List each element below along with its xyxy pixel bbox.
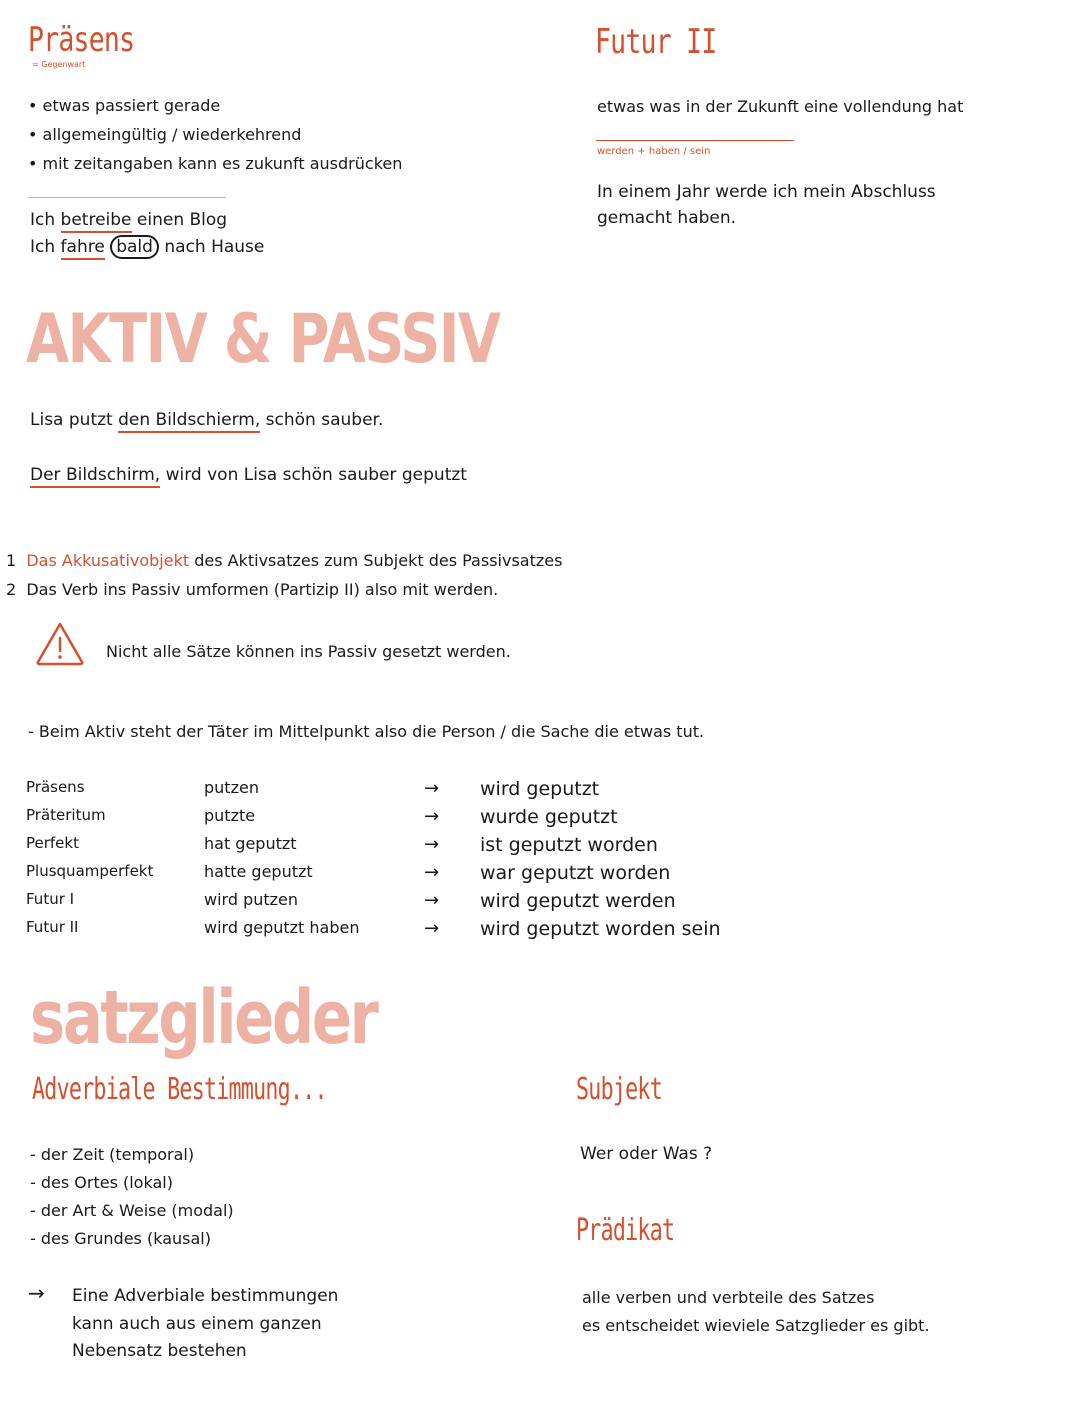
praesens-example-2 bbox=[30, 237, 264, 257]
aktiv-passiv-title: AKTIV & PASSIV bbox=[26, 300, 500, 379]
praesens-bullet-1: • etwas passiert gerade bbox=[28, 96, 221, 115]
tense-active-form: hatte geputzt bbox=[204, 862, 313, 881]
praedikat-line-2: es entscheidet wieviele Satzglieder es gibt. bbox=[582, 1316, 930, 1335]
warning-text: Nicht alle Sätze können ins Passiv gesetzt werden. bbox=[106, 642, 511, 661]
adverbiale-item-3: - der Art & Weise (modal) bbox=[30, 1201, 234, 1220]
tense-arrow-icon: → bbox=[424, 806, 440, 827]
praesens-title: Präsens bbox=[28, 20, 135, 60]
step-1 bbox=[6, 551, 562, 570]
aktiv-sentence-pre: Lisa putzt bbox=[30, 410, 119, 430]
tense-arrow-icon: → bbox=[424, 834, 440, 855]
futur2-description: etwas was in der Zukunft eine vollendung hat bbox=[597, 97, 964, 116]
passiv-sentence-post: wird von Lisa schön sauber geputzt bbox=[160, 465, 467, 485]
tense-passive-form: wird geputzt worden sein bbox=[480, 918, 721, 940]
step-2 bbox=[6, 580, 498, 599]
praedikat-title: Prädikat bbox=[576, 1213, 675, 1248]
adverbiale-note-line-2: kann auch aus einem ganzen bbox=[72, 1314, 322, 1334]
praesens-divider bbox=[28, 197, 226, 198]
futur2-example-line-1: In einem Jahr werde ich mein Abschluss bbox=[597, 182, 936, 202]
tense-arrow-icon: → bbox=[424, 890, 440, 911]
passiv-sentence-subject: Der Bildschirm, bbox=[30, 465, 160, 488]
step-1-number: 1 bbox=[6, 551, 17, 570]
example-1-pre: Ich bbox=[30, 210, 61, 230]
adverbiale-title: Adverbiale Bestimmung... bbox=[32, 1072, 327, 1107]
tense-label: Futur II bbox=[26, 918, 79, 936]
praesens-example-1 bbox=[30, 210, 227, 230]
tense-passive-form: war geputzt worden bbox=[480, 862, 671, 884]
tense-arrow-icon: → bbox=[424, 918, 440, 939]
subjekt-text: Wer oder Was ? bbox=[580, 1144, 713, 1164]
adverbiale-note-arrow-icon: → bbox=[28, 1281, 45, 1305]
warning-icon bbox=[34, 620, 86, 668]
tense-active-form: putzen bbox=[204, 778, 259, 797]
tense-passive-form: wurde geputzt bbox=[480, 806, 618, 828]
futur2-example-line-2: gemacht haben. bbox=[597, 208, 737, 228]
praesens-bullet-2: • allgemeingültig / wiederkehrend bbox=[28, 125, 302, 144]
step-2-text: Das Verb ins Passiv umformen (Partizip II) also mit werden. bbox=[26, 580, 499, 599]
example-2-verb: fahre bbox=[61, 237, 105, 260]
example-1-verb: betreibe bbox=[61, 210, 132, 233]
step-1-text: des Aktivsatzes zum Subjekt des Passivsatzes bbox=[189, 551, 563, 570]
tense-active-form: wird putzen bbox=[204, 890, 299, 909]
praesens-subtitle: = Gegenwart bbox=[32, 60, 86, 69]
tense-label: Plusquamperfekt bbox=[26, 862, 154, 880]
adverbiale-item-1: - der Zeit (temporal) bbox=[30, 1145, 195, 1164]
passiv-sentence bbox=[30, 465, 467, 485]
satzglieder-title: satzglieder bbox=[30, 975, 377, 1061]
aktiv-sentence-object: den Bildschierm, bbox=[118, 410, 260, 433]
tense-arrow-icon: → bbox=[424, 778, 440, 799]
tense-label: Futur I bbox=[26, 890, 75, 908]
example-2-pre: Ich bbox=[30, 237, 61, 257]
adverbiale-item-4: - des Grundes (kausal) bbox=[30, 1229, 211, 1248]
tense-passive-form: wird geputzt bbox=[480, 778, 600, 800]
tense-arrow-icon: → bbox=[424, 862, 440, 883]
tense-label: Präsens bbox=[26, 778, 85, 796]
tense-passive-form: wird geputzt werden bbox=[480, 890, 676, 912]
futur2-title: Futur II bbox=[595, 22, 717, 62]
example-2-circled-word: bald bbox=[110, 235, 159, 259]
praesens-bullet-3: • mit zeitangaben kann es zukunft ausdrücken bbox=[28, 154, 403, 173]
futur2-divider bbox=[596, 140, 794, 141]
tense-active-form: wird geputzt haben bbox=[204, 918, 360, 937]
subjekt-title: Subjekt bbox=[576, 1072, 662, 1107]
tense-label: Präteritum bbox=[26, 806, 106, 824]
tense-active-form: putzte bbox=[204, 806, 256, 825]
adverbiale-item-2: - des Ortes (lokal) bbox=[30, 1173, 173, 1192]
tense-passive-form: ist geputzt worden bbox=[480, 834, 658, 856]
step-1-highlight: Das Akkusativobjekt bbox=[26, 551, 190, 570]
step-2-number: 2 bbox=[6, 580, 17, 599]
aktiv-sentence bbox=[30, 410, 383, 430]
example-1-post: einen Blog bbox=[131, 210, 228, 230]
adverbiale-note-line-1: Eine Adverbiale bestimmungen bbox=[72, 1286, 339, 1306]
example-2-post: nach Hause bbox=[158, 237, 265, 257]
praedikat-line-1: alle verben und verbteile des Satzes bbox=[582, 1288, 875, 1307]
futur2-formula: werden + haben / sein bbox=[597, 146, 711, 157]
aktiv-sentence-post: schön sauber. bbox=[260, 410, 384, 430]
tense-active-form: hat geputzt bbox=[204, 834, 297, 853]
adverbiale-note-line-3: Nebensatz bestehen bbox=[72, 1341, 247, 1361]
aktiv-note: - Beim Aktiv steht der Täter im Mittelpunkt also die Person / die Sache die etwas tut. bbox=[28, 722, 705, 741]
tense-label: Perfekt bbox=[26, 834, 79, 852]
